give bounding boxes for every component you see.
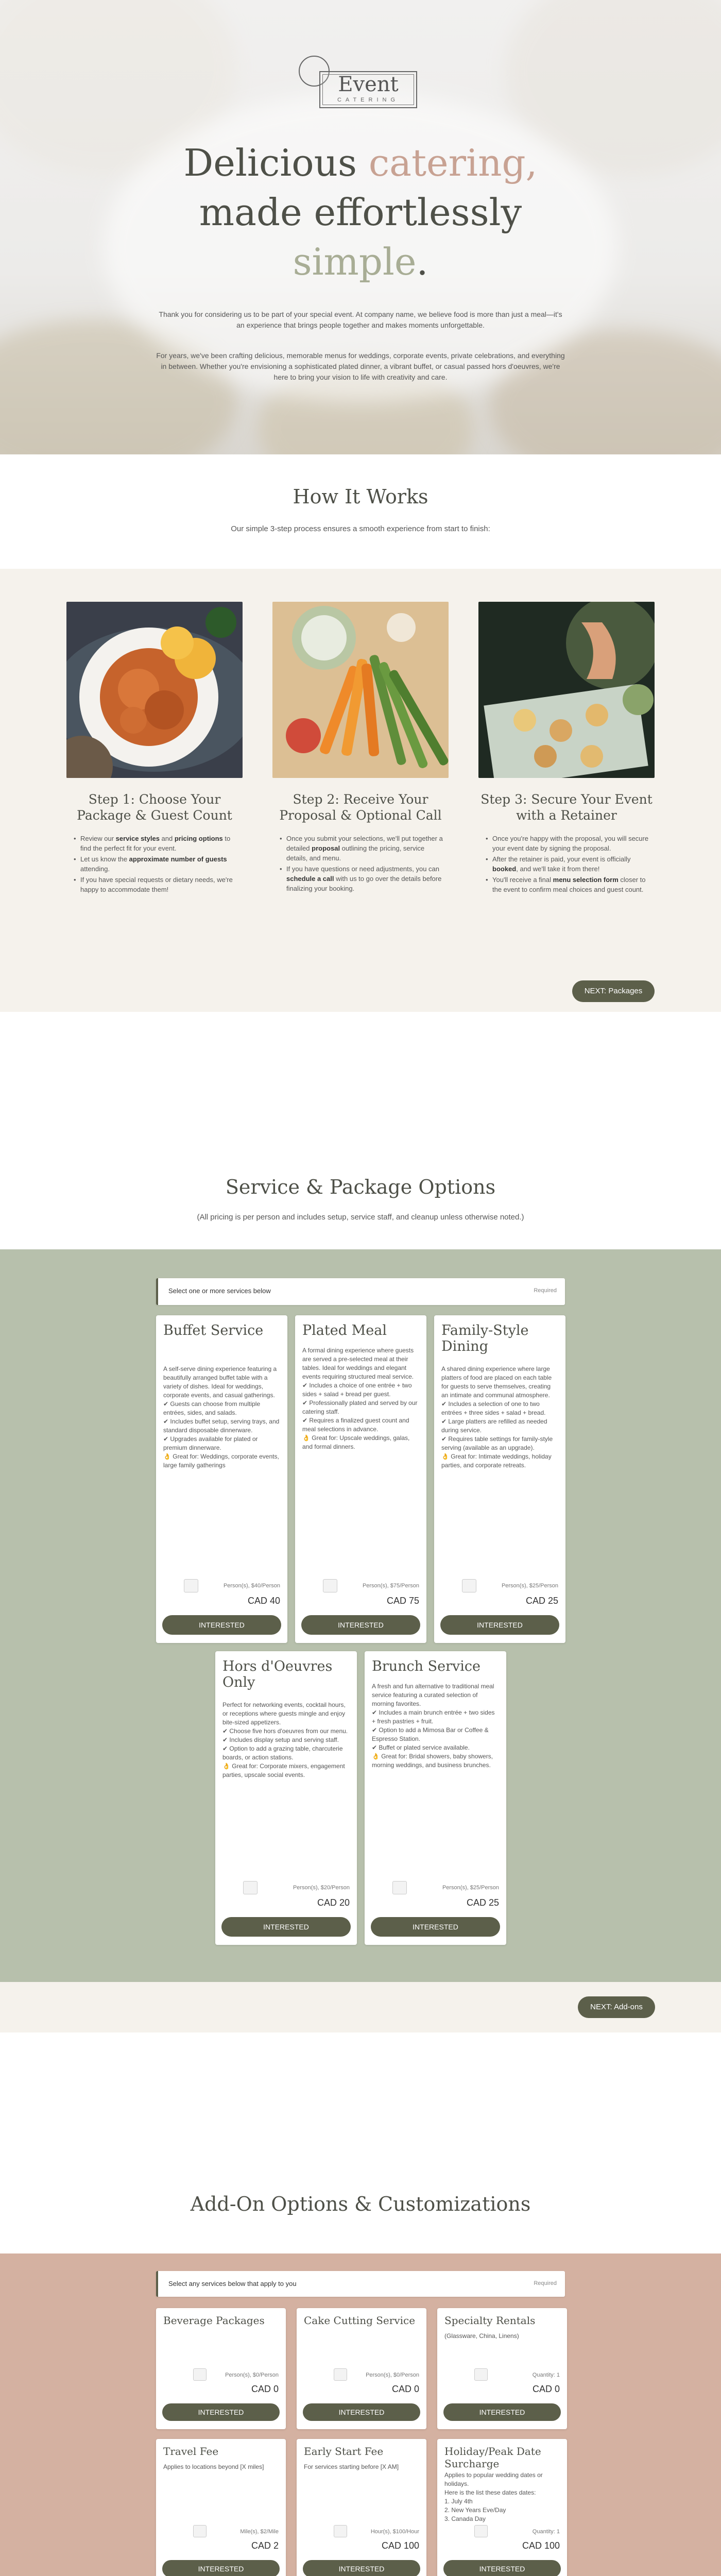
brand-logo — [299, 56, 422, 113]
step-2-image — [272, 602, 449, 778]
package-description: A shared dining experience where large platters of food are placed on each table for guests to serve themselves, creating an intimate and communal atmosphere. ✔ Includes a selection of one to two entrées + three sides + salad + bread. ✔ Large platters are refilled as needed during service. ✔ Requires table settings for family-style serving (available as an upgrade). 👌 Great for: Intimate weddings, holiday parties, and corporate retreats. — [441, 1365, 553, 1469]
addon-name: Beverage Packages — [163, 2314, 265, 2327]
packages-section — [0, 1249, 721, 1982]
addon-rate: Person(s), $0/Person — [366, 2372, 419, 2378]
step-bullet — [483, 834, 653, 853]
addon-price: CAD 100 — [522, 2540, 560, 2551]
hero-title-dot: . — [416, 240, 428, 283]
packages-subtitle: (All pricing is per person and includes setup, service staff, and cleanup unless otherwise noted.) — [197, 1213, 524, 1222]
package-name: Brunch Service — [372, 1658, 480, 1674]
bullet-emphasis: menu selection form — [553, 876, 619, 884]
addon-card — [297, 2308, 426, 2429]
interested-button[interactable]: INTERESTED — [162, 1615, 281, 1635]
packages-select-bar — [156, 1278, 565, 1305]
logo-tagline: CATERING — [337, 97, 400, 103]
interested-button[interactable]: INTERESTED — [443, 2403, 561, 2421]
addon-card — [297, 2439, 426, 2576]
bullet-text: Let us know the — [80, 855, 129, 863]
quantity-input[interactable] — [184, 1579, 198, 1592]
bullet-emphasis: pricing options — [174, 835, 223, 842]
bullet-emphasis: schedule a call — [286, 875, 334, 883]
addon-card — [437, 2439, 567, 2576]
addon-name: Early Start Fee — [304, 2445, 384, 2458]
quantity-input[interactable] — [193, 2525, 207, 2537]
bullet-text: Once you're happy with the proposal, you will secure your event date by signing the proposal. — [492, 835, 649, 852]
bullet-emphasis: proposal — [312, 844, 340, 852]
quantity-input[interactable] — [334, 2368, 347, 2381]
addons-title: Add-On Options & Customizations — [190, 2193, 531, 2215]
addon-rate: Hour(s), $100/Hour — [370, 2529, 419, 2535]
addon-rate: Quantity: 1 — [532, 2529, 560, 2535]
addon-price: CAD 0 — [251, 2384, 279, 2394]
bullet-text: closer to the event to confirm meal choices and guest count. — [492, 876, 646, 893]
package-card — [365, 1651, 506, 1945]
package-price: CAD 20 — [317, 1897, 350, 1908]
interested-button[interactable]: INTERESTED — [162, 2403, 280, 2421]
bullet-text: If you have questions or need adjustments, you can — [286, 865, 440, 873]
step-2-list — [277, 834, 447, 894]
package-card — [295, 1315, 426, 1643]
package-name: Plated Meal — [302, 1323, 387, 1338]
package-rate: Person(s), $75/Person — [362, 1583, 419, 1589]
interested-button[interactable]: INTERESTED — [221, 1917, 351, 1937]
required-label: Required — [534, 2280, 557, 2286]
addon-rate: Mile(s), $2/Mile — [240, 2529, 279, 2535]
bullet-text: outlining the pricing, service details, and menu. — [286, 844, 425, 862]
addon-description: Applies to popular wedding dates or holidays. Here is the list these dates dates: 1. July 4th 2. New Years Eve/Day 3. Canada Day — [444, 2471, 543, 2522]
addon-price: CAD 0 — [391, 2384, 419, 2394]
addon-description: Applies to locations beyond [X miles] — [163, 2463, 264, 2470]
steps-section — [0, 569, 721, 1012]
addon-description: (Glassware, China, Linens) — [444, 2332, 519, 2340]
interested-button[interactable]: INTERESTED — [443, 2560, 561, 2576]
package-description: Perfect for networking events, cocktail hours, or receptions where guests mingle and enjoy bite-sized appetizers. ✔ Choose five hors d'oeuvres from our menu. ✔ Includes display setup and serving staff. ✔ Option to add a grazing table, charcuterie boards, or action stations. 👌 Great for: Corporate mixers, engagement parties, upscale social events. — [222, 1701, 348, 1778]
bullet-text: You'll receive a final — [492, 876, 553, 884]
addon-card — [156, 2439, 286, 2576]
interested-button[interactable]: INTERESTED — [303, 2403, 420, 2421]
package-description: A self-serve dining experience featuring a beautifully arranged buffet table with a variety of dishes. Ideal for weddings, corporate events, and casual gatherings. ✔ Guests can choose from multiple entrées, sides, and salads. ✔ Includes buffet setup, serving trays, and standard disposable dinnerware. ✔ Upgrades available for plated or premium dinnerware. 👌 Great for: Weddings, corporate events, large family gatherings — [163, 1365, 280, 1469]
package-rate: Person(s), $20/Person — [293, 1885, 350, 1891]
quantity-input[interactable] — [323, 1579, 337, 1592]
step-3-list — [483, 834, 653, 895]
step-bullet — [277, 864, 447, 893]
package-price: CAD 75 — [386, 1596, 419, 1606]
bullet-emphasis: service styles — [115, 835, 160, 842]
quantity-input[interactable] — [193, 2368, 207, 2381]
bullet-text: with us to go over the details before finalizing your booking. — [286, 875, 442, 892]
logo-word: Event — [338, 73, 399, 96]
package-card — [434, 1315, 565, 1643]
package-price: CAD 25 — [525, 1596, 558, 1606]
package-description: A formal dining experience where guests are served a pre-selected meal at their tables. Ideal for weddings and elegant events requiring structured meal service. ✔ Includes a choice of one entrée + two sides + salad + bread per guest. ✔ Professionally plated and served by our catering staff. ✔ Requires a finalized guest count and meal selections in advance. 👌 Great for: Upscale weddings, galas, and formal dinners. — [302, 1347, 418, 1450]
bullet-emphasis: approximate number of guests — [129, 855, 227, 863]
addons-select-bar — [156, 2271, 565, 2297]
step-bullet — [277, 834, 447, 863]
step-3-title: Step 3: Secure Your Event with a Retainer — [480, 792, 653, 823]
bullet-text: attending. — [80, 865, 110, 873]
quantity-input[interactable] — [392, 1881, 407, 1894]
interested-button[interactable]: INTERESTED — [440, 1615, 559, 1635]
quantity-input[interactable] — [334, 2525, 347, 2537]
addons-select-label: Select any services below that apply to you — [168, 2280, 297, 2287]
hero-title-plain: Delicious — [183, 141, 369, 184]
interested-button[interactable]: INTERESTED — [162, 2560, 280, 2576]
package-rate: Person(s), $40/Person — [223, 1583, 280, 1589]
quantity-input[interactable] — [243, 1881, 258, 1894]
addon-price: CAD 0 — [532, 2384, 560, 2394]
package-card — [156, 1315, 287, 1643]
addon-description: For services starting before [X AM] — [304, 2463, 399, 2470]
bullet-emphasis: booked — [492, 865, 517, 873]
addon-price: CAD 2 — [251, 2540, 279, 2551]
step-bullet — [71, 834, 241, 853]
addon-name: Holiday/Peak Date Surcharge — [444, 2445, 541, 2470]
hero-title-accent: catering, — [368, 141, 538, 184]
package-name: Family-Style Dining — [441, 1323, 529, 1354]
addon-name: Cake Cutting Service — [304, 2314, 416, 2327]
package-name: Hors d'Oeuvres Only — [222, 1658, 333, 1690]
hero-section — [0, 0, 721, 454]
addon-rate: Person(s), $0/Person — [225, 2372, 279, 2378]
hero-title-line2: made effortlessly — [199, 191, 522, 234]
step-3-image — [478, 602, 655, 778]
addon-name: Travel Fee — [163, 2445, 219, 2458]
addons-section — [0, 2253, 721, 2576]
packages-footer — [0, 1982, 721, 2032]
step-bullet — [483, 875, 653, 894]
hero-title — [0, 138, 721, 286]
step-bullet — [71, 875, 241, 894]
quantity-input[interactable] — [462, 1579, 476, 1592]
step-2-title: Step 2: Receive Your Proposal & Optional Call — [279, 792, 442, 823]
package-rate: Person(s), $25/Person — [442, 1885, 499, 1891]
package-name: Buffet Service — [163, 1323, 264, 1338]
packages-title: Service & Package Options — [225, 1176, 496, 1198]
hero-paragraph-2: For years, we've been crafting delicious, memorable menus for weddings, corporate events, private celebrations, and everything in between. Whether you're envisioning a sophisticated plated dinner, a vibrant buffet, or casual passed hors d'oeuvres, we're here to bring your vision to life with creativity and care. — [156, 351, 565, 381]
hero-title-accent2: simple — [293, 240, 417, 283]
bullet-text: to find the perfect fit for your event. — [80, 835, 231, 852]
bullet-text: and — [159, 835, 175, 842]
addon-rate: Quantity: 1 — [532, 2372, 560, 2378]
required-label: Required — [534, 1287, 557, 1294]
next-addons-button[interactable]: NEXT: Add-ons — [578, 1996, 655, 2018]
package-card — [215, 1651, 357, 1945]
how-subtitle: Our simple 3-step process ensures a smooth experience from start to finish: — [231, 524, 490, 533]
next-packages-button[interactable]: NEXT: Packages — [572, 980, 655, 1002]
addon-card — [437, 2308, 567, 2429]
addon-card — [156, 2308, 286, 2429]
step-1-title: Step 1: Choose Your Package & Guest Count — [77, 792, 232, 823]
quantity-input[interactable] — [474, 2525, 488, 2537]
bullet-text: Once you submit your selections, we'll put together a detailed — [286, 835, 443, 852]
step-1-list — [71, 834, 241, 895]
bullet-text: Review our — [80, 835, 116, 842]
step-1-image — [66, 602, 243, 778]
addon-name: Specialty Rentals — [444, 2314, 536, 2327]
bullet-text: If you have special requests or dietary needs, we're happy to accommodate them! — [80, 876, 233, 893]
interested-button[interactable]: INTERESTED — [371, 1917, 500, 1937]
package-description: A fresh and fun alternative to traditional meal service featuring a curated selection of morning favorites. ✔ Includes a main brunch entrée + two sides + fresh pastries + fruit. ✔ Option to add a Mimosa Bar or Coffee & Espresso Station. ✔ Buffet or plated service available. 👌 Great for: Bridal showers, baby showers, morning weddings, and business brunches. — [372, 1683, 495, 1769]
quantity-input[interactable] — [474, 2368, 488, 2381]
step-bullet — [71, 854, 241, 874]
package-rate: Person(s), $25/Person — [501, 1583, 558, 1589]
addon-price: CAD 100 — [381, 2540, 419, 2551]
interested-button[interactable]: INTERESTED — [301, 1615, 420, 1635]
hero-paragraph-1: Thank you for considering us to be part of your special event. At company name, we believe food is more than just a meal—it's an experience that brings people together and makes moments unforgettable. — [159, 310, 562, 329]
bullet-text: , and we'll take it from there! — [516, 865, 600, 873]
step-bullet — [483, 854, 653, 874]
bullet-text: After the retainer is paid, your event is officially — [492, 855, 631, 863]
interested-button[interactable]: INTERESTED — [303, 2560, 420, 2576]
how-title: How It Works — [293, 485, 428, 508]
packages-select-label: Select one or more services below — [168, 1287, 271, 1295]
package-price: CAD 25 — [466, 1897, 499, 1908]
package-price: CAD 40 — [247, 1596, 280, 1606]
